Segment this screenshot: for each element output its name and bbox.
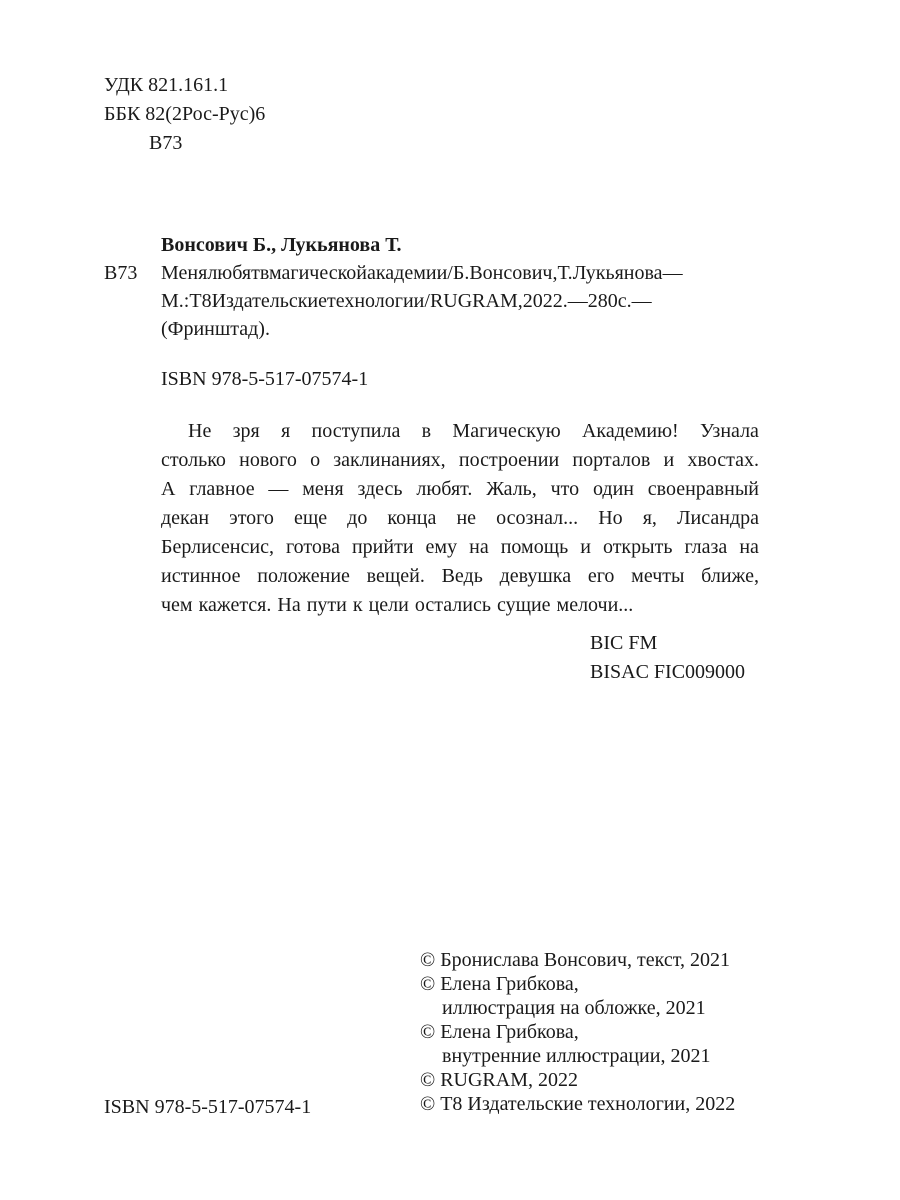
word: прийти [351,536,414,558]
copyright-cover-illustration: иллюстрация на обложке, 2021 [442,997,706,1019]
word: этого [229,507,274,529]
word: своенравный [647,478,759,500]
word: его [587,565,615,587]
word: любят [207,262,260,284]
word: еще [293,507,328,529]
word: ближе, [701,565,759,587]
word: на [739,536,759,558]
word: нового [239,449,297,471]
subject-codes [590,630,745,688]
word: зря [232,420,260,442]
word: магической [268,262,367,284]
author-mark: В73 [149,132,183,154]
annotation-line-3 [161,476,759,505]
word: один [592,478,634,500]
word: чем [161,594,193,616]
word: пути [306,594,347,616]
word: меня [302,478,344,500]
word: и [580,536,591,558]
word: 280 [587,290,618,312]
word: здесь [357,478,403,500]
word: Т. [557,262,573,284]
bbk-code: ББК 82(2Рос-Рус)6 [104,103,266,125]
word: о [310,449,321,471]
word: глаза [684,536,728,558]
word: Жаль, [486,478,537,500]
word: готова [285,536,340,558]
word: RUGRAM, [429,290,523,312]
word: с. [617,290,632,312]
word: Т8 [189,290,212,312]
word: я, [642,507,657,529]
word: я [281,420,291,442]
word: Вонсович, [469,262,558,284]
word: — [631,290,652,312]
word: до [347,507,368,529]
isbn-main: ISBN 978-5-517-07574-1 [161,368,369,390]
word: остались [414,594,491,616]
word: конца [387,507,437,529]
copyright-inner-illustrations: внутренние иллюстрации, 2021 [442,1045,711,1067]
word: в [421,420,432,442]
word: цели [368,594,409,616]
word: (Фринштад). [161,318,270,340]
annotation [161,418,759,621]
annotation-line-1 [161,418,759,447]
word: не [456,507,477,529]
word: / [447,262,453,284]
annotation-line-6 [161,563,759,592]
udk-code: УДК 821.161.1 [104,74,229,96]
word: девушка [499,565,572,587]
word: и [663,449,675,471]
word: главное [189,478,255,500]
word: столько [161,449,226,471]
copyright-block [420,948,735,1116]
word: Магическую [452,420,561,442]
word: декан [161,507,210,529]
bisac-code: BISAC FIC009000 [590,661,746,683]
word: Берлисенсис, [161,536,274,558]
word: На [277,594,301,616]
copyright-inner-illustrator: © Елена Грибкова, [420,1021,579,1043]
author-heading: Вонсович Б., Лукьянова Т. [161,234,402,256]
word: Но [598,507,623,529]
annotation-line-5 [161,534,759,563]
word: Лисандра [676,507,759,529]
word: М. [161,290,184,312]
isbn-footer: ISBN 978-5-517-07574-1 [104,1096,312,1118]
word: А [161,478,176,500]
classification-block [104,72,265,159]
word: осознал... [496,507,579,529]
word: мечты [631,565,685,587]
copyright-t8: © Т8 Издательские технологии, 2022 [420,1093,736,1115]
word: Лукьянова [572,262,663,284]
word: открыть [602,536,673,558]
word: технологии [327,290,425,312]
word: Узнала [700,420,759,442]
word: на [469,536,489,558]
word: 2022. [522,290,568,312]
word: положение [257,565,350,587]
word: истинное [161,565,241,587]
word: поступила [311,420,401,442]
word: помощь [500,536,569,558]
word: — [567,290,588,312]
word: Издательские [211,290,327,312]
word: сущие [496,594,551,616]
bib-line-2 [161,288,759,316]
annotation-line-4 [161,505,759,534]
word: академии [367,262,448,284]
word: заклинаниях, [333,449,446,471]
word: любят. [416,478,473,500]
word: построении [458,449,560,471]
copyright-cover-illustrator: © Елена Грибкова, [420,973,579,995]
word: Ведь [441,565,483,587]
word: порталов [572,449,651,471]
word: к [352,594,363,616]
word: ему [425,536,458,558]
word: в [259,262,269,284]
word: кажется. [198,594,272,616]
word: — [268,478,289,500]
annotation-line-7 [161,592,759,621]
word: Академию! [581,420,679,442]
word: вещей. [366,565,425,587]
word: Меня [161,262,208,284]
word: — [662,262,683,284]
copyright-text-author: © Бронислава Вонсович, текст, 2021 [420,949,730,971]
word: хвостах. [687,449,759,471]
word: Б. [452,262,470,284]
bibliographic-description [161,260,759,344]
word: : [183,290,190,312]
word: / [424,290,430,312]
bibliographic-author-mark: В73 [104,262,138,284]
bic-code: BIC FM [590,632,658,654]
word: мелочи... [556,594,634,616]
annotation-line-2 [161,447,759,476]
bib-line-3 [161,316,759,344]
bib-line-1 [161,260,759,288]
word: что [550,478,580,500]
copyright-rugram: © RUGRAM, 2022 [420,1069,578,1091]
word: Не [188,420,212,442]
